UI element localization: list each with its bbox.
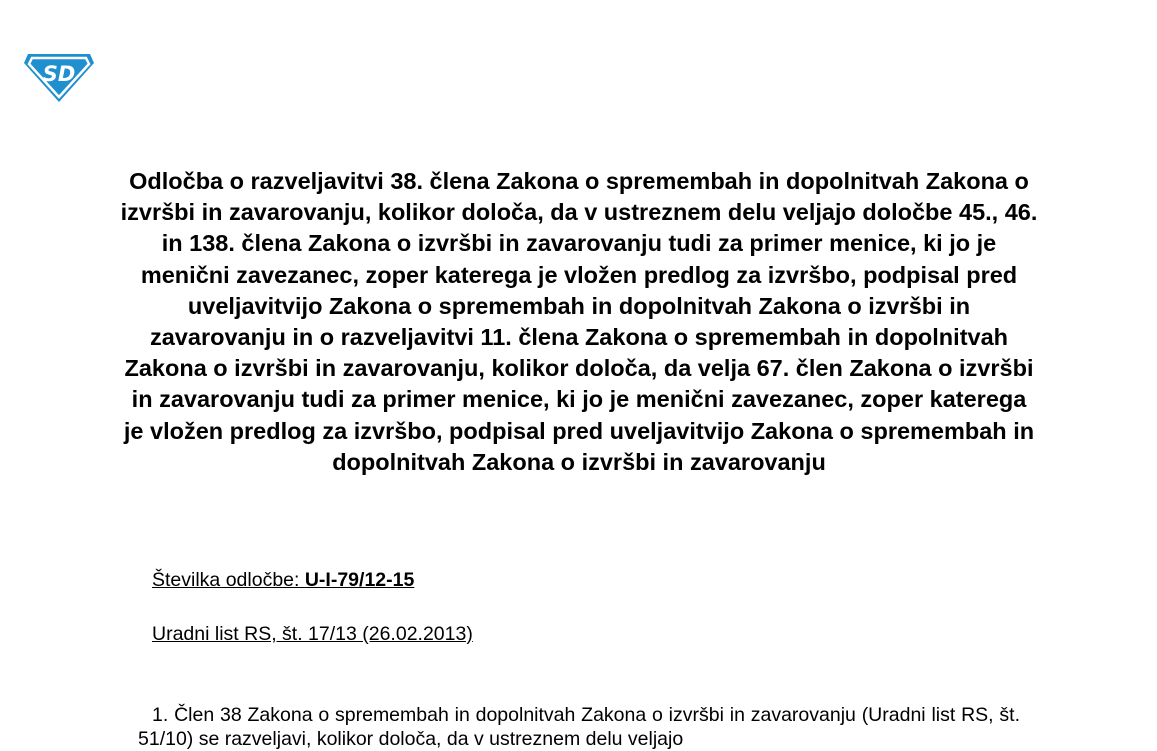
decision-number [152,568,414,592]
document-title: Odločba o razveljavitvi 38. člena Zakona o spremembah in dopolnitvah Zakona o izvršbi in zavarovanju, kolikor določa, da v ustreznem delu veljajo določbe 45., 46. in 138. člena Zakona o izvršbi in zavarovanju tudi za primer menice, ki jo je menični zavezanec, zoper katerega je vložen predlog za izvršbo, podpisal pred uveljavitvijo Zakona o spremembah in dopolnitvah Zakona o izvršbi in zavarovanju in o razveljavitvi 11. člena Zakona o spremembah in dopolnitvah Zakona o izvršbi in zavarovanju, kolikor določa, da velja 67. člen Zakona o izvršbi in zavarovanju tudi za primer menice, ki jo je menični zavezanec, zoper katerega je vložen predlog za izvršbo, podpisal pred uveljavitvijo Zakona o spremembah in dopolnitvah Zakona o izvršbi in zavarovanju [120,168,1038,475]
logo-text: SD [42,62,76,86]
decision-number-value: U-I-79/12-15 [304,569,415,591]
sd-logo [22,50,96,104]
decision-paragraph-1: 1. Člen 38 Zakona o spremembah in dopolnitvah Zakona o izvršbi in zavarovanju (Uradni list RS, št. 51/10) se razveljavi, kolikor določa, da v ustreznem delu veljajo [138,704,1020,750]
official-gazette-reference: Uradni list RS, št. 17/13 (26.02.2013) [152,623,473,645]
decision-number-label: Številka odločbe: [152,569,305,591]
